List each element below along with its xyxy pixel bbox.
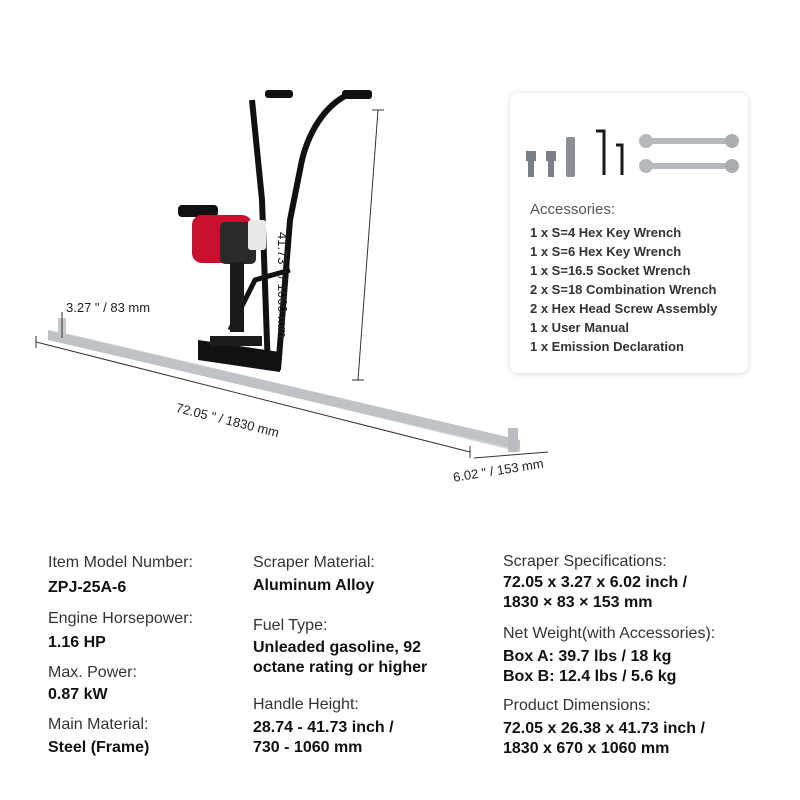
- scraper-blade: [48, 318, 520, 452]
- weight-line1: Box A: 39.7 lbs / 18 kg: [503, 648, 672, 665]
- weight-line2: Box B: 12.4 lbs / 5.6 kg: [503, 668, 677, 685]
- power-label: Max. Power:: [48, 664, 137, 681]
- handle-value-line2: 730 - 1060 mm: [253, 739, 363, 756]
- handle-value-line1: 28.74 - 41.73 inch /: [253, 719, 394, 736]
- height-dimension-label: 41.73 " / 1060 mm: [275, 232, 290, 338]
- dimensions-line1: 72.05 x 26.38 x 41.73 inch /: [503, 720, 705, 737]
- scraper-material-value: Aluminum Alloy: [253, 577, 375, 594]
- accessory-item: 1 x S=6 Hex Key Wrench: [530, 244, 682, 259]
- combination-wrench-icon: [639, 134, 739, 173]
- scraper-specs-line2: 1830 × 83 × 153 mm: [503, 594, 653, 611]
- accessory-item: 2 x S=18 Combination Wrench: [530, 282, 717, 297]
- fuel-value-line2: octane rating or higher: [253, 659, 428, 676]
- dimension-lines: [36, 110, 548, 458]
- fuel-label: Fuel Type:: [253, 617, 328, 634]
- power-value: 0.87 kW: [48, 686, 108, 703]
- fuel-value-line1: Unleaded gasoline, 92: [253, 639, 422, 656]
- weight-label: Net Weight(with Accessories):: [503, 625, 716, 642]
- accessories-title: Accessories:: [530, 201, 616, 218]
- scraper-material-label: Scraper Material:: [253, 554, 375, 571]
- handle-label: Handle Height:: [253, 696, 359, 713]
- width-dimension-label: 6.02 " / 153 mm: [452, 455, 545, 485]
- accessory-item: 2 x Hex Head Screw Assembly: [530, 301, 718, 316]
- horsepower-value: 1.16 HP: [48, 634, 106, 651]
- accessory-item: 1 x S=4 Hex Key Wrench: [530, 225, 682, 240]
- dimensions-label: Product Dimensions:: [503, 697, 651, 714]
- socket-wrench-icon: [566, 137, 575, 177]
- length-dimension-label: 72.05 " / 1830 mm: [174, 400, 281, 441]
- scraper-specs-label: Scraper Specifications:: [503, 553, 667, 570]
- material-value: Steel (Frame): [48, 739, 150, 756]
- accessories-list: [530, 223, 717, 356]
- scraper-specs-line1: 72.05 x 3.27 x 6.02 inch /: [503, 574, 688, 591]
- model-label: Item Model Number:: [48, 554, 193, 571]
- accessories-card: [510, 93, 748, 373]
- screw-assembly-icon: [526, 151, 556, 177]
- accessory-item: 1 x S=16.5 Socket Wrench: [530, 263, 691, 278]
- accessories-icons: [510, 93, 748, 193]
- accessory-item: 1 x Emission Declaration: [530, 339, 684, 354]
- accessory-item: 1 x User Manual: [530, 320, 629, 335]
- depth-dimension-label: 3.27 " / 83 mm: [66, 300, 151, 315]
- material-label: Main Material:: [48, 716, 149, 733]
- dimensions-line2: 1830 x 670 x 1060 mm: [503, 740, 670, 757]
- hex-key-icon: [596, 131, 622, 175]
- model-value: ZPJ-25A-6: [48, 579, 127, 596]
- horsepower-label: Engine Horsepower:: [48, 610, 193, 627]
